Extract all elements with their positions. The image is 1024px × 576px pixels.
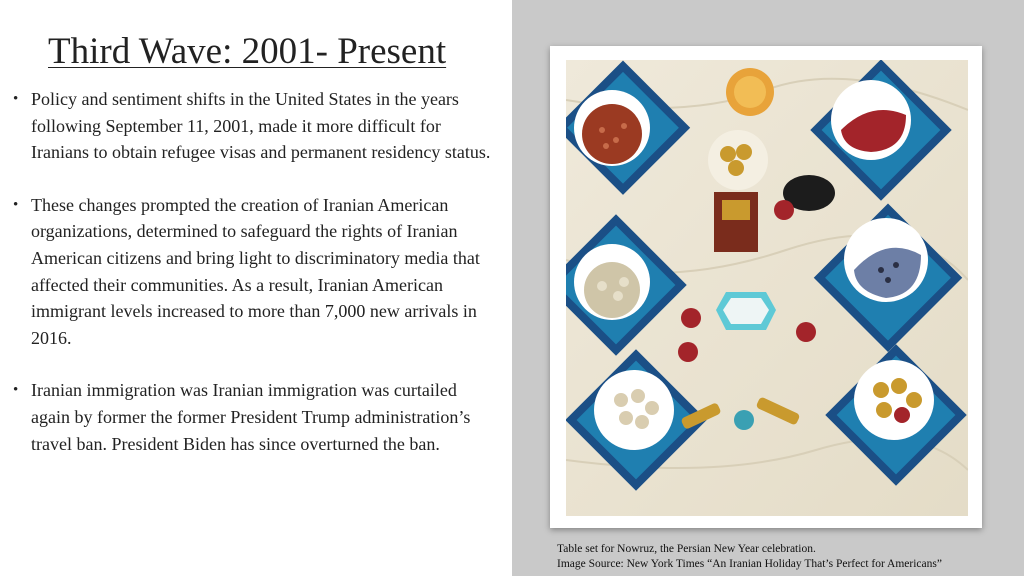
bullet-text: These changes prompted the creation of Iranian American organizations, determined to safeguard the rights of Iranian American citizens and bring light to discriminatory media that affected their communities. As a result, Iranian American immigrant levels increased to more than 7,000 new arrivals in 2016. [31, 194, 480, 348]
caption-line-2: Image Source: New York Times “An Iranian Holiday That’s Perfect for Americans” [557, 558, 942, 570]
bullet-text: Iranian immigration was Iranian immigration was curtailed again by former the former President Trump administration’s travel ban. President Biden has since overturned the ban. [31, 380, 471, 454]
slide-title: Third Wave: 2001- Present [48, 31, 447, 72]
bullet-list [10, 86, 500, 483]
bullet-item [10, 192, 500, 352]
nowruz-table-photo [566, 60, 968, 516]
bowl-gold-sweets [854, 360, 934, 440]
bowl-cookies [594, 370, 674, 450]
bowl-sumac [831, 80, 911, 160]
bullet-item [10, 86, 500, 166]
caption-line-1: Table set for Nowruz, the Persian New Year celebration. [557, 543, 816, 555]
bowl-lentils [574, 244, 650, 320]
bowl-blue-sauce [844, 218, 928, 302]
photo-caption [557, 542, 942, 572]
mirror-tray [716, 292, 776, 330]
bullet-text: Policy and sentiment shifts in the United States in the years following September 11, 2001, made it more difficult for Iranians to obtain refugee visas and permanent residency status. [31, 89, 491, 163]
bullet-item [10, 377, 500, 457]
bullet-dot-icon: • [13, 91, 19, 107]
bullet-dot-icon: • [13, 196, 19, 213]
honey-bowl [726, 68, 774, 116]
bullet-dot-icon: • [13, 382, 19, 399]
nowruz-table-illustration [566, 60, 968, 516]
book [714, 192, 758, 252]
bowl-beans [574, 90, 650, 166]
gold-coins-bowl [708, 130, 768, 190]
photo-frame [550, 46, 982, 528]
